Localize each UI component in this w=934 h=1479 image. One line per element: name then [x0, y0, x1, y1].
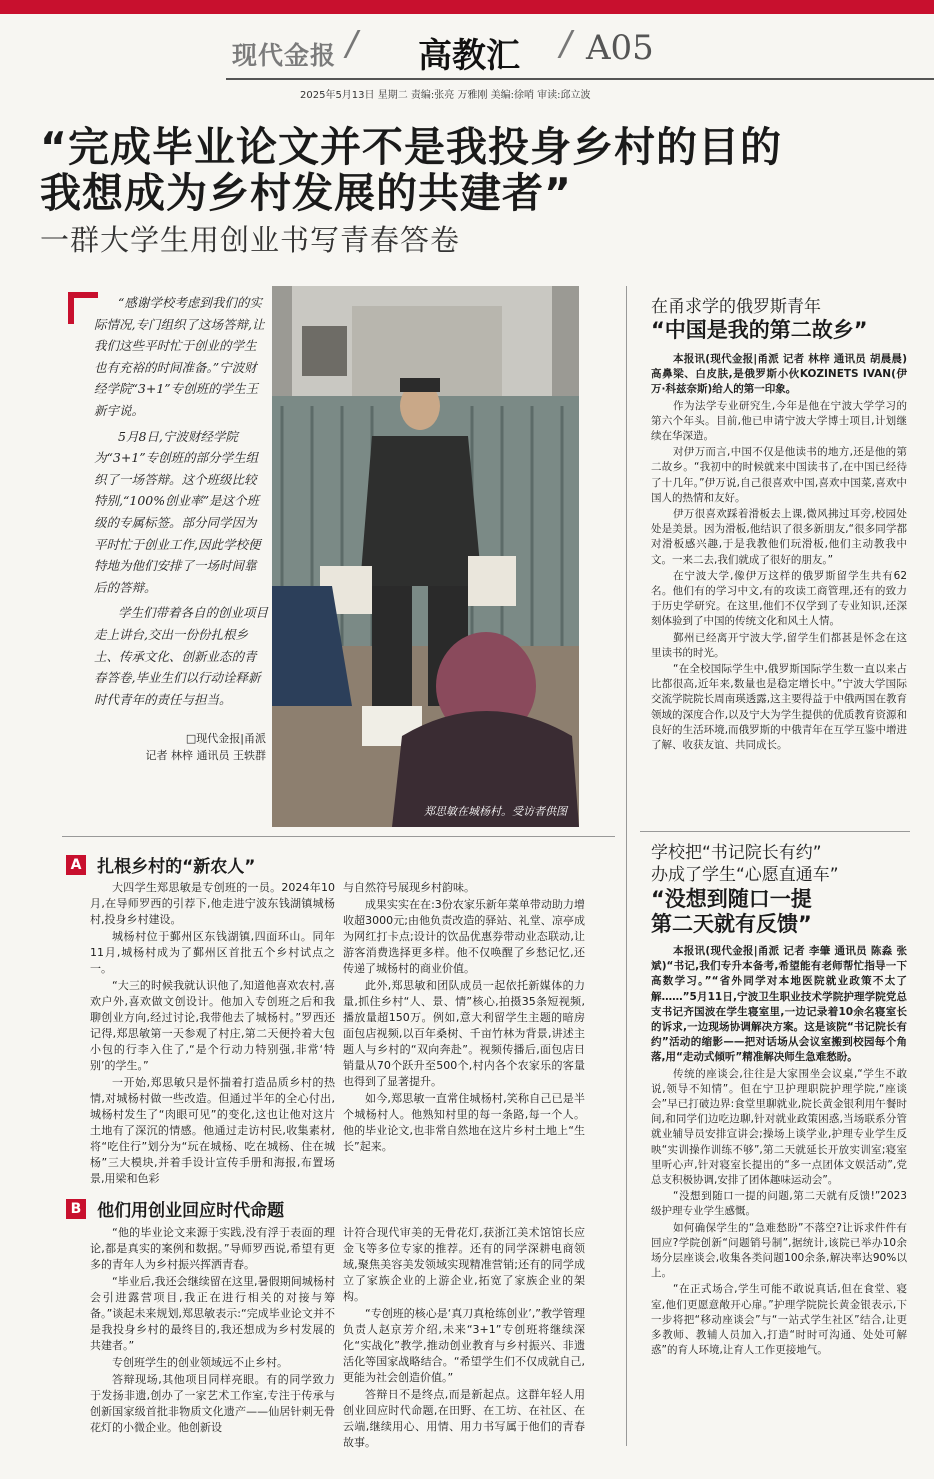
intro-paragraph: 5月8日,宁波财经学院为“3+1”专创班的部分学生组织了一场答辩。这个班级比较特别,“100%创业率”是这个班级的专属标签。部分同学因为平时忙于创业工作,因此学校便特地为他们安排了一场时间靠后的答辩。	[94, 428, 261, 595]
section-a-column-1	[90, 880, 335, 1188]
body-paragraph: 在宁波大学,像伊万这样的俄罗斯留学生共有62名。他们有的学习中文,有的攻读工商管理,还有的致力于历史学研究。在这里,他们不仅学到了专业知识,还深刻体验到了中国的传统文化和风土人情。	[651, 569, 907, 628]
photo-caption: 郑思敏在城杨村。受访者供图	[424, 805, 567, 818]
body-paragraph: “在正式场合,学生可能不敢说真话,但在食堂、寝室,他们更愿意敞开心扉。”护理学院院长黄金银表示,下一步将把“移动座谈会”与“一站式学生社区”结合,让更多教师、教辅人员加入,打造“时时可沟通、处处可解惑”的育人环境,让育人工作更接地气。	[651, 1283, 907, 1357]
right-story-1-kicker: 在甬求学的俄罗斯青年	[651, 297, 821, 317]
byline-reporters: 记者 林梓 通讯员 王轶群	[145, 749, 266, 762]
body-paragraph: “大三的时候我就认识他了,知道他喜欢农村,喜欢户外,喜欢做文创设计。他加入专创班之后和我聊创业方向,经过讨论,我带他去了城杨村。”罗西还记得,郑思敏第一天参观了村庄,第二天便拎着大包小包的行李入住了,“是个行动力特别强,非常‘特别’的学生。”	[90, 979, 335, 1072]
intro-paragraph: 学生们带着各自的创业项目走上讲台,交出一份份扎根乡土、传承文化、创新业态的青春答卷,毕业生们以行动诠释新时代青年的责任与担当。	[94, 605, 269, 707]
dateline: 2025年5月13日 星期二 责编:张亮 万雅刚 美编:徐哨 审读:邱立波	[300, 90, 591, 101]
body-paragraph: 如今,郑思敏一直常住城杨村,笑称自己已是半个城杨村人。他熟知村里的每一条路,每一个人。他的毕业论文,也非常自然地在这片乡村土地上“生长”起来。	[343, 1092, 585, 1153]
photo-illustration	[272, 286, 579, 827]
section-b-header	[66, 1196, 284, 1221]
byline-source: □现代金报|甬派	[185, 732, 266, 745]
byline	[100, 730, 266, 764]
right-story-2-kicker: 学校把“书记院长有约”	[651, 843, 822, 863]
body-paragraph: 大四学生郑思敏是专创班的一员。2024年10月,在导师罗西的引荐下,他走进宁波东钱湖镇城杨村,投身乡村建设。	[90, 881, 335, 926]
right-story-2-title: “没想到随口一提	[651, 887, 812, 911]
column-divider	[626, 286, 627, 1446]
top-red-bar	[0, 0, 934, 14]
page-number: A05	[586, 28, 654, 68]
section-badge: A	[66, 855, 86, 875]
body-paragraph: “在全校国际学生中,俄罗斯国际学生数一直以来占比都很高,近年来,数量也是稳定增长中。”宁波大学国际交流学院院长周南瑛透露,这主要得益于中俄两国在教育领域的深度合作,以及宁大为学生提供的优质教育资源和良好的生活环境,而俄罗斯的中俄青年在互学互鉴中增进了解、收获友谊、共同成长。	[651, 663, 907, 752]
body-paragraph: “专创班的核心是‘真刀真枪练创业’,”教学管理负责人赵京芳介绍,未来“3+1”专创班将继续深化“实战化”教学,推动创业教育与乡村振兴、非遗活化等国家战略结合。“希望学生们不仅成就自己,更能为社会创造价值。”	[343, 1307, 585, 1384]
section-a-column-2	[343, 880, 585, 1156]
body-paragraph: 答辩现场,其他项目同样亮眼。有的同学致力于发扬非遗,创办了一家艺术工作室,专注于传承与创新国家级首批非物质文化遗产——仙居针刺无骨花灯的小微企业。他创新设	[90, 1373, 335, 1434]
body-paragraph: 专创班学生的创业领域远不止乡村。	[112, 1356, 288, 1369]
section-b-column-2	[343, 1225, 585, 1452]
body-paragraph: 作为法学专业研究生,今年是他在宁波大学学习的第六个年头。目前,他已申请宁波大学博士项目,计划继续在华深造。	[651, 399, 907, 443]
intro-paragraph: “感谢学校考虑到我们的实际情况,专门组织了这场答辩,让我们这些平时忙于创业的学生也有充裕的时间准备。”宁波财经学院“3+1”专创班的学生王新宇说。	[94, 295, 265, 418]
divider	[62, 836, 615, 837]
section-b-column-1	[90, 1225, 335, 1437]
right-story-2-kicker: 办成了学生“心愿直通车”	[651, 865, 839, 885]
masthead-rule	[226, 78, 934, 80]
body-paragraph: 城杨村位于鄞州区东钱湖镇,四面环山。同年11月,城杨村成为了鄞州区首批五个乡村试点之一。	[90, 930, 335, 975]
body-paragraph: 与自然符号展现乡村韵味。	[343, 881, 475, 894]
body-paragraph: 答辩日不是终点,而是新起点。这群年轻人用创业回应时代命题,在田野、在工坊、在社区、在云端,继续用心、用情、用力书写属于他们的青春故事。	[343, 1388, 585, 1449]
intro-text	[94, 292, 268, 714]
body-paragraph: 伊万很喜欢踩着滑板去上课,微风拂过耳旁,校园处处是美景。因为滑板,他结识了很多新朋友,“很多同学都对滑板感兴趣,于是我教他们玩滑板,他们主动教我中文。一来二去,我们就成了很好的朋友。”	[651, 508, 907, 566]
section-a-header	[66, 852, 255, 877]
body-paragraph: “没想到随口一提的问题,第二天就有反馈!”2023级护理专业学生感慨。	[651, 1190, 907, 1218]
news-photo	[272, 286, 579, 827]
body-paragraph: 本报讯(现代金报|甬派 记者 李肇 通讯员 陈淼 张斌)“书记,我们专升本备考,希望能有老师帮忙指导一下高数学习。”“省外同学对本地医院就业政策不太了解……”5月11日,宁波卫生职业技术学院护理学院党总支书记齐国波在学生寝室里,一边记录着10余名寝室长的诉求,一边现场协调解决方案。这是该院“书记院长有约”活动的缩影——把对话场从会议室搬到校园每个角落,用“走动式倾听”精准解决师生急难愁盼。	[651, 945, 907, 1064]
masthead-section: 高教汇	[418, 36, 520, 76]
subheadline: 一群大学生用创业书写青春答卷	[40, 223, 461, 257]
right-story-1-title: “中国是我的第二故乡”	[651, 318, 868, 342]
body-paragraph: 计符合现代审美的无骨花灯,获浙江美术馆馆长应金飞等多位专家的推荐。还有的同学深耕电商领域,聚焦美容美发领域实现精准营销;还有的同学成立了家族企业的上游企业,拓宽了家族企业的架构。	[343, 1226, 585, 1303]
masthead	[0, 22, 934, 84]
right-story-1-body	[651, 352, 907, 754]
right-story-2-body	[651, 944, 907, 1359]
body-paragraph: 一开始,郑思敏只是怀揣着打造品质乡村的热情,对城杨村做一些改造。但通过半年的全心付出,城杨村发生了“肉眼可见”的变化,这也让他对这片土地有了深沉的情感。他通过走访村民,收集素材,将“吃住行”划分为“玩在城杨、吃在城杨、住在城杨”三大模块,并着手设计宣传手册和海报,布置场景,用梁和色彩	[90, 1076, 335, 1185]
body-paragraph: 成果实实在在:3份农家乐新年菜单带动助力增收超3000元;由他负责改造的驿站、礼堂、凉亭成为网红打卡点;设计的饮品优惠券带动业态联动,让游客消费选择更多样。他不仅唤醒了乡愁记忆,还传递了城杨村的商业价值。	[343, 898, 585, 975]
divider	[640, 831, 910, 832]
body-paragraph: 传统的座谈会,往往是大家围坐会议桌,“学生不敢说,领导不知情”。但在宁卫护理职院护理学院,“座谈会”早已打破边界:食堂里聊就业,院长黄金银利用午餐时间,和同学们边吃边聊,针对就业政策困惑,当场联系分管就业辅导员安排宣讲会;操场上谈学业,护理专业学生反映“实训操作训练不够”,第二天就延长开放实训室;寝室里听心声,针对寝室长提出的“多一点团体文娱活动”,党总支积极协调,安排了团体趣味运动会”。	[651, 1067, 907, 1187]
headline-line-1: “完成毕业论文并不是我投身乡村的目的	[40, 123, 782, 171]
body-paragraph: 如何确保学生的“急难愁盼”不落空?让诉求件件有回应?学院创新“问题销号制”,据统计,该院已举办10余场分层座谈会,收集各类问题100余条,解决率达90%以上。	[651, 1221, 907, 1280]
section-badge: B	[66, 1199, 86, 1219]
section-title: 他们用创业回应时代命题	[97, 1201, 285, 1221]
masthead-separator: /	[346, 24, 358, 64]
right-story-2-title: 第二天就有反馈”	[651, 912, 812, 936]
body-paragraph: 此外,郑思敏和团队成员一起依托新媒体的力量,抓住乡村“人、景、情”核心,拍摄35条短视频,播放量超150万。例如,意大利留学生主题的暗房面包店视频,以百年桑树、千亩竹林为背景,讲述主题人与乡村的“双向奔赴”。视频传播后,面包店日销量从70个跃升至500个,村内各个农家乐的客量也得到了显著提升。	[343, 979, 585, 1088]
body-paragraph: 对伊万而言,中国不仅是他读书的地方,还是他的第二故乡。“我初中的时候就来中国读书了,在中国已经待了十几年。”伊万说,自己很喜欢中国,喜欢中国菜,喜欢中国人的热情和友好。	[651, 446, 907, 504]
masthead-brand: 现代金报	[232, 41, 337, 70]
body-paragraph: 本报讯(现代金报|甬派 记者 林梓 通讯员 胡晨晨)高鼻梁、白皮肤,是俄罗斯小伙KOZINETS IVAN(伊万·科兹奈斯)给人的第一印象。	[651, 353, 907, 396]
body-paragraph: 鄞州已经离开宁波大学,留学生们都甚是怀念在这里读书的时光。	[651, 631, 907, 659]
body-paragraph: “他的毕业论文来源于实践,没有浮于表面的理论,都是真实的案例和数据。”导师罗西说,希望有更多的青年人为乡村振兴挥洒青春。	[90, 1226, 335, 1271]
masthead-separator: /	[560, 24, 572, 64]
body-paragraph: “毕业后,我还会继续留在这里,暑假期间城杨村会引进露营项目,我正在进行相关的对接与筹备。”谈起未来规划,郑思敏表示:“完成毕业论文并不是我投身乡村的最终目的,我还想成为乡村发展的共建者。”	[90, 1275, 335, 1352]
section-title: 扎根乡村的“新农人”	[97, 857, 256, 877]
headline-line-2: 我想成为乡村发展的共建者”	[40, 169, 572, 217]
